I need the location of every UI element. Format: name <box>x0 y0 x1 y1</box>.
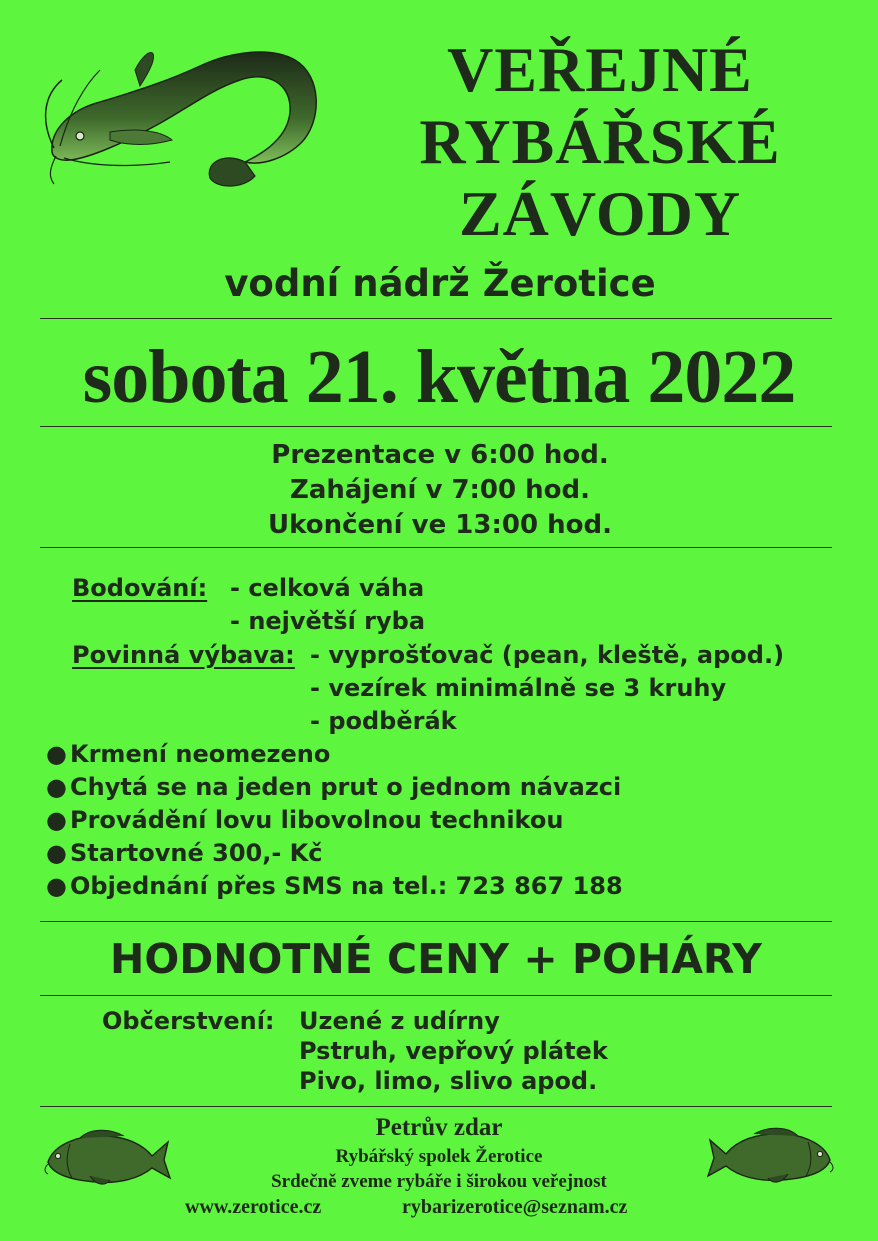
bullet-icon: ● <box>46 806 67 834</box>
title-line-1: VEŘEJNÉ <box>447 34 753 105</box>
equipment-item: - vyprošťovač (pean, kleště, apod.) <box>310 641 785 669</box>
carp-illustration-right <box>706 1126 838 1186</box>
bullet-icon: ● <box>46 740 67 768</box>
catfish-illustration <box>40 40 330 190</box>
divider <box>40 995 832 996</box>
schedule-end: Ukončení ve 13:00 hod. <box>268 510 612 540</box>
equipment-label: Povinná výbava: <box>72 641 295 669</box>
refreshments-label: Občerstvení: <box>102 1007 275 1035</box>
website-link[interactable]: www.zerotice.cz <box>185 1196 322 1218</box>
footer-club: Rybářský spolek Žerotice <box>335 1146 543 1167</box>
email-link[interactable]: rybarizerotice@seznam.cz <box>402 1196 628 1218</box>
rule-item: ● Objednání přes SMS na tel.: 723 867 188 <box>46 872 623 900</box>
footer-greeting: Petrův zdar <box>375 1114 503 1141</box>
carp-illustration-left <box>40 1128 172 1188</box>
refreshments-item: Pivo, limo, slivo apod. <box>299 1067 598 1095</box>
divider <box>40 921 832 922</box>
event-date: sobota 21. května 2022 <box>82 335 796 419</box>
equipment-item: - vezírek minimálně se 3 kruhy <box>310 674 727 702</box>
title-line-2: RYBÁŘSKÉ <box>419 106 781 177</box>
refreshments-item: Uzené z udírny <box>299 1007 500 1035</box>
venue: vodní nádrž Žerotice <box>224 262 656 305</box>
rule-item: ● Startovné 300,- Kč <box>46 839 323 867</box>
scoring-item: - celková váha <box>230 574 425 602</box>
schedule-registration: Prezentace v 6:00 hod. <box>271 440 609 470</box>
bullet-icon: ● <box>46 839 67 867</box>
divider <box>40 318 832 319</box>
divider <box>40 426 832 427</box>
rule-item: ● Chytá se na jeden prut o jednom návazci <box>46 773 622 801</box>
divider <box>40 547 832 548</box>
bullet-icon: ● <box>46 872 67 900</box>
equipment-item: - podběrák <box>310 707 457 735</box>
divider <box>40 1106 832 1107</box>
schedule-start: Zahájení v 7:00 hod. <box>289 475 591 505</box>
scoring-item: - největší ryba <box>230 607 426 635</box>
prizes-heading: HODNOTNÉ CENY + POHÁRY <box>110 935 762 983</box>
footer-invite: Srdečně zveme rybáře i širokou veřejnost <box>271 1171 607 1192</box>
refreshments-item: Pstruh, vepřový plátek <box>299 1037 608 1065</box>
bullet-icon: ● <box>46 773 67 801</box>
rule-item: ● Provádění lovu libovolnou technikou <box>46 806 564 834</box>
title-line-3: ZÁVODY <box>458 178 742 249</box>
rule-item: ● Krmení neomezeno <box>46 740 331 768</box>
scoring-label: Bodování: <box>72 574 208 602</box>
